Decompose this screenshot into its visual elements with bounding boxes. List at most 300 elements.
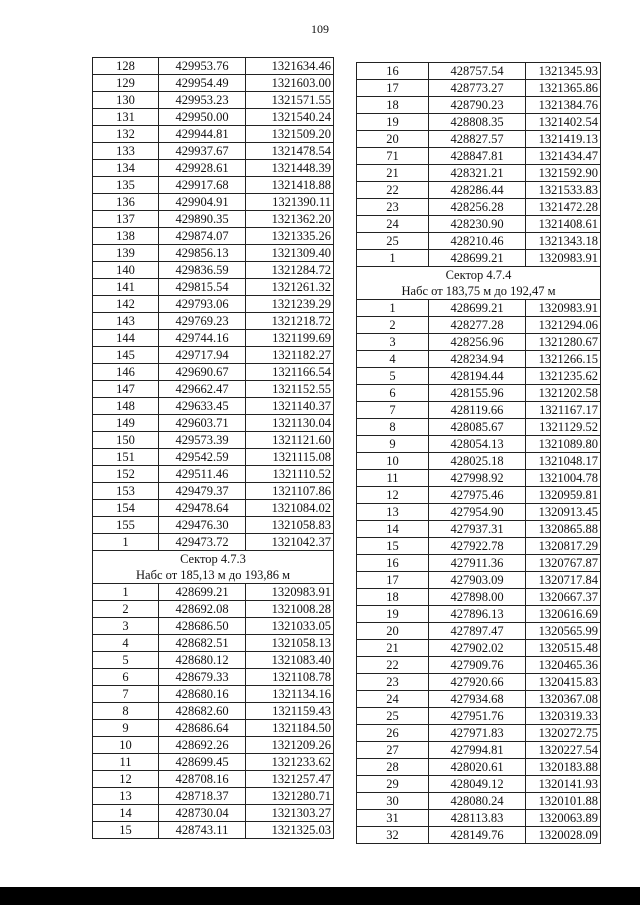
table-row: [93, 364, 334, 381]
point-number-cell: 137: [93, 211, 159, 228]
x-coordinate-cell: 429769.23: [159, 313, 246, 330]
y-coordinate-cell: 1321533.83: [526, 182, 601, 199]
y-coordinate-cell: 1321129.52: [526, 419, 601, 436]
y-coordinate-cell: 1321634.46: [246, 58, 334, 75]
x-coordinate-cell: 428847.81: [429, 148, 526, 165]
y-coordinate-cell: 1321592.90: [526, 165, 601, 182]
y-coordinate-cell: 1321107.86: [246, 483, 334, 500]
y-coordinate-cell: 1321202.58: [526, 385, 601, 402]
table-row: [357, 334, 601, 351]
table-row: [93, 788, 334, 805]
x-coordinate-cell: 429890.35: [159, 211, 246, 228]
y-coordinate-cell: 1320227.54: [526, 742, 601, 759]
point-number-cell: 28: [357, 759, 429, 776]
table-row: [93, 245, 334, 262]
point-number-cell: 4: [357, 351, 429, 368]
point-number-cell: 139: [93, 245, 159, 262]
y-coordinate-cell: 1320983.91: [246, 584, 334, 601]
y-coordinate-cell: 1321110.52: [246, 466, 334, 483]
table-row: [93, 432, 334, 449]
table-row: [357, 470, 601, 487]
point-number-cell: 147: [93, 381, 159, 398]
y-coordinate-cell: 1320817.29: [526, 538, 601, 555]
table-row: [357, 436, 601, 453]
x-coordinate-cell: 428149.76: [429, 827, 526, 844]
y-coordinate-cell: 1321218.72: [246, 313, 334, 330]
y-coordinate-cell: 1321402.54: [526, 114, 601, 131]
x-coordinate-cell: 429478.64: [159, 500, 246, 517]
point-number-cell: 2: [93, 601, 159, 618]
table-row: [357, 63, 601, 80]
x-coordinate-cell: 428679.33: [159, 669, 246, 686]
y-coordinate-cell: 1320415.83: [526, 674, 601, 691]
y-coordinate-cell: 1321280.67: [526, 334, 601, 351]
point-number-cell: 22: [357, 182, 429, 199]
table-row: [93, 483, 334, 500]
point-number-cell: 133: [93, 143, 159, 160]
point-number-cell: 13: [357, 504, 429, 521]
x-coordinate-cell: 427954.90: [429, 504, 526, 521]
point-number-cell: 3: [93, 618, 159, 635]
table-row: [357, 538, 601, 555]
point-number-cell: 145: [93, 347, 159, 364]
x-coordinate-cell: 427951.76: [429, 708, 526, 725]
point-number-cell: 19: [357, 114, 429, 131]
x-coordinate-cell: 428277.28: [429, 317, 526, 334]
y-coordinate-cell: 1321472.28: [526, 199, 601, 216]
right-table-body: [357, 63, 601, 844]
sector-title: Сектор 4.7.3: [180, 552, 246, 566]
point-number-cell: 138: [93, 228, 159, 245]
table-row: [93, 500, 334, 517]
y-coordinate-cell: 1321434.47: [526, 148, 601, 165]
table-row: [357, 759, 601, 776]
x-coordinate-cell: 427934.68: [429, 691, 526, 708]
x-coordinate-cell: 428682.60: [159, 703, 246, 720]
table-row: [93, 330, 334, 347]
table-row: [357, 691, 601, 708]
point-number-cell: 11: [93, 754, 159, 771]
point-number-cell: 25: [357, 233, 429, 250]
x-coordinate-cell: 428827.57: [429, 131, 526, 148]
table-row: [93, 381, 334, 398]
y-coordinate-cell: 1321362.20: [246, 211, 334, 228]
point-number-cell: 26: [357, 725, 429, 742]
x-coordinate-cell: 428113.83: [429, 810, 526, 827]
table-row: [93, 635, 334, 652]
point-number-cell: 16: [357, 63, 429, 80]
table-row: [93, 618, 334, 635]
y-coordinate-cell: 1321233.62: [246, 754, 334, 771]
y-coordinate-cell: 1321115.08: [246, 449, 334, 466]
table-row: [357, 453, 601, 470]
table-row: [357, 233, 601, 250]
x-coordinate-cell: 428054.13: [429, 436, 526, 453]
y-coordinate-cell: 1320028.09: [526, 827, 601, 844]
point-number-cell: 17: [357, 80, 429, 97]
table-row: [357, 182, 601, 199]
table-row: [93, 822, 334, 839]
x-coordinate-cell: 429950.00: [159, 109, 246, 126]
x-coordinate-cell: 427922.78: [429, 538, 526, 555]
table-row: [93, 805, 334, 822]
x-coordinate-cell: 429473.72: [159, 534, 246, 551]
y-coordinate-cell: 1321390.11: [246, 194, 334, 211]
table-row: [93, 262, 334, 279]
point-number-cell: 130: [93, 92, 159, 109]
point-number-cell: 23: [357, 674, 429, 691]
y-coordinate-cell: 1321419.13: [526, 131, 601, 148]
table-row: [357, 793, 601, 810]
x-coordinate-cell: 428743.11: [159, 822, 246, 839]
x-coordinate-cell: 428234.94: [429, 351, 526, 368]
x-coordinate-cell: 428155.96: [429, 385, 526, 402]
x-coordinate-cell: 429904.91: [159, 194, 246, 211]
table-row: [93, 177, 334, 194]
table-row: [93, 126, 334, 143]
y-coordinate-cell: 1320141.93: [526, 776, 601, 793]
x-coordinate-cell: 429937.67: [159, 143, 246, 160]
point-number-cell: 149: [93, 415, 159, 432]
y-coordinate-cell: 1321033.05: [246, 618, 334, 635]
table-row: [93, 296, 334, 313]
table-row: [93, 143, 334, 160]
x-coordinate-cell: 428699.21: [429, 300, 526, 317]
table-row: [93, 228, 334, 245]
x-coordinate-cell: 428692.08: [159, 601, 246, 618]
point-number-cell: 1: [357, 300, 429, 317]
x-coordinate-cell: 429944.81: [159, 126, 246, 143]
table-row: [357, 487, 601, 504]
table-row: [93, 92, 334, 109]
sector-header: [357, 267, 601, 300]
y-coordinate-cell: 1321152.55: [246, 381, 334, 398]
x-coordinate-cell: 427903.09: [429, 572, 526, 589]
table-row: [357, 317, 601, 334]
point-number-cell: 6: [93, 669, 159, 686]
y-coordinate-cell: 1321084.02: [246, 500, 334, 517]
table-row: [93, 313, 334, 330]
y-coordinate-cell: 1320616.69: [526, 606, 601, 623]
x-coordinate-cell: 429662.47: [159, 381, 246, 398]
x-coordinate-cell: 429928.61: [159, 160, 246, 177]
point-number-cell: 16: [357, 555, 429, 572]
table-row: [357, 623, 601, 640]
point-number-cell: 4: [93, 635, 159, 652]
y-coordinate-cell: 1321182.27: [246, 347, 334, 364]
x-coordinate-cell: 428699.21: [159, 584, 246, 601]
y-coordinate-cell: 1321325.03: [246, 822, 334, 839]
point-number-cell: 27: [357, 742, 429, 759]
x-coordinate-cell: 428256.28: [429, 199, 526, 216]
point-number-cell: 25: [357, 708, 429, 725]
x-coordinate-cell: 428682.51: [159, 635, 246, 652]
table-row: [93, 109, 334, 126]
y-coordinate-cell: 1321130.04: [246, 415, 334, 432]
y-coordinate-cell: 1321509.20: [246, 126, 334, 143]
y-coordinate-cell: 1321284.72: [246, 262, 334, 279]
table-row: [357, 250, 601, 267]
table-row: [93, 686, 334, 703]
y-coordinate-cell: 1321199.69: [246, 330, 334, 347]
y-coordinate-cell: 1321280.71: [246, 788, 334, 805]
x-coordinate-cell: 429476.30: [159, 517, 246, 534]
point-number-cell: 154: [93, 500, 159, 517]
point-number-cell: 23: [357, 199, 429, 216]
point-number-cell: 6: [357, 385, 429, 402]
y-coordinate-cell: 1321235.62: [526, 368, 601, 385]
table-row: [357, 521, 601, 538]
x-coordinate-cell: 428757.54: [429, 63, 526, 80]
table-row: [93, 449, 334, 466]
x-coordinate-cell: 427998.92: [429, 470, 526, 487]
table-row: [93, 652, 334, 669]
sector-header: [93, 551, 334, 584]
y-coordinate-cell: 1321140.37: [246, 398, 334, 415]
point-number-cell: 142: [93, 296, 159, 313]
table-row: [357, 385, 601, 402]
sector-height-range: Набс от 183,75 м до 192,47 м: [401, 284, 556, 298]
x-coordinate-cell: 429511.46: [159, 466, 246, 483]
x-coordinate-cell: 429542.59: [159, 449, 246, 466]
point-number-cell: 152: [93, 466, 159, 483]
table-row: [357, 555, 601, 572]
point-number-cell: 131: [93, 109, 159, 126]
y-coordinate-cell: 1321603.00: [246, 75, 334, 92]
table-row: [357, 640, 601, 657]
table-row: [357, 114, 601, 131]
y-coordinate-cell: 1321004.78: [526, 470, 601, 487]
table-row: [93, 703, 334, 720]
point-number-cell: 8: [93, 703, 159, 720]
point-number-cell: 13: [93, 788, 159, 805]
y-coordinate-cell: 1321239.29: [246, 296, 334, 313]
point-number-cell: 134: [93, 160, 159, 177]
point-number-cell: 7: [93, 686, 159, 703]
x-coordinate-cell: 427971.83: [429, 725, 526, 742]
x-coordinate-cell: 428699.45: [159, 754, 246, 771]
point-number-cell: 9: [357, 436, 429, 453]
table-row: [357, 97, 601, 114]
table-row: [93, 534, 334, 551]
x-coordinate-cell: 429954.49: [159, 75, 246, 92]
y-coordinate-cell: 1321384.76: [526, 97, 601, 114]
table-row: [93, 737, 334, 754]
point-number-cell: 22: [357, 657, 429, 674]
x-coordinate-cell: 428210.46: [429, 233, 526, 250]
table-row: [93, 771, 334, 788]
table-row: [357, 131, 601, 148]
point-number-cell: 10: [357, 453, 429, 470]
y-coordinate-cell: 1320319.33: [526, 708, 601, 725]
y-coordinate-cell: 1321365.86: [526, 80, 601, 97]
y-coordinate-cell: 1320959.81: [526, 487, 601, 504]
x-coordinate-cell: 428686.64: [159, 720, 246, 737]
x-coordinate-cell: 429953.76: [159, 58, 246, 75]
point-number-cell: 148: [93, 398, 159, 415]
x-coordinate-cell: 429815.54: [159, 279, 246, 296]
y-coordinate-cell: 1321108.78: [246, 669, 334, 686]
y-coordinate-cell: 1321303.27: [246, 805, 334, 822]
point-number-cell: 18: [357, 97, 429, 114]
x-coordinate-cell: 428790.23: [429, 97, 526, 114]
y-coordinate-cell: 1320767.87: [526, 555, 601, 572]
y-coordinate-cell: 1320983.91: [526, 250, 601, 267]
sector-header-row: [357, 267, 601, 300]
y-coordinate-cell: 1321408.61: [526, 216, 601, 233]
point-number-cell: 5: [93, 652, 159, 669]
table-row: [93, 517, 334, 534]
point-number-cell: 128: [93, 58, 159, 75]
x-coordinate-cell: 429856.13: [159, 245, 246, 262]
table-row: [93, 398, 334, 415]
table-row: [93, 466, 334, 483]
x-coordinate-cell: 429874.07: [159, 228, 246, 245]
x-coordinate-cell: 429690.67: [159, 364, 246, 381]
x-coordinate-cell: 429917.68: [159, 177, 246, 194]
table-row: [93, 279, 334, 296]
table-row: [357, 810, 601, 827]
point-number-cell: 141: [93, 279, 159, 296]
point-number-cell: 8: [357, 419, 429, 436]
x-coordinate-cell: 429717.94: [159, 347, 246, 364]
y-coordinate-cell: 1321048.17: [526, 453, 601, 470]
table-row: [357, 776, 601, 793]
point-number-cell: 29: [357, 776, 429, 793]
y-coordinate-cell: 1321448.39: [246, 160, 334, 177]
table-row: [357, 725, 601, 742]
y-coordinate-cell: 1320667.37: [526, 589, 601, 606]
left-coordinates-table: [92, 57, 334, 839]
x-coordinate-cell: 427898.00: [429, 589, 526, 606]
y-coordinate-cell: 1320101.88: [526, 793, 601, 810]
x-coordinate-cell: 427902.02: [429, 640, 526, 657]
table-row: [357, 80, 601, 97]
y-coordinate-cell: 1321343.18: [526, 233, 601, 250]
x-coordinate-cell: 429836.59: [159, 262, 246, 279]
y-coordinate-cell: 1321571.55: [246, 92, 334, 109]
y-coordinate-cell: 1321540.24: [246, 109, 334, 126]
table-row: [357, 606, 601, 623]
table-row: [93, 58, 334, 75]
y-coordinate-cell: 1321209.26: [246, 737, 334, 754]
y-coordinate-cell: 1321121.60: [246, 432, 334, 449]
y-coordinate-cell: 1321261.32: [246, 279, 334, 296]
point-number-cell: 7: [357, 402, 429, 419]
x-coordinate-cell: 427897.47: [429, 623, 526, 640]
point-number-cell: 18: [357, 589, 429, 606]
x-coordinate-cell: 428699.21: [429, 250, 526, 267]
x-coordinate-cell: 428080.24: [429, 793, 526, 810]
table-row: [93, 415, 334, 432]
x-coordinate-cell: 428718.37: [159, 788, 246, 805]
x-coordinate-cell: 428230.90: [429, 216, 526, 233]
x-coordinate-cell: 428321.21: [429, 165, 526, 182]
point-number-cell: 5: [357, 368, 429, 385]
point-number-cell: 12: [93, 771, 159, 788]
point-number-cell: 129: [93, 75, 159, 92]
point-number-cell: 135: [93, 177, 159, 194]
y-coordinate-cell: 1320063.89: [526, 810, 601, 827]
point-number-cell: 151: [93, 449, 159, 466]
y-coordinate-cell: 1321042.37: [246, 534, 334, 551]
x-coordinate-cell: 428119.66: [429, 402, 526, 419]
table-row: [357, 148, 601, 165]
table-row: [357, 419, 601, 436]
x-coordinate-cell: 428194.44: [429, 368, 526, 385]
y-coordinate-cell: 1321309.40: [246, 245, 334, 262]
point-number-cell: 1: [93, 534, 159, 551]
x-coordinate-cell: 429793.06: [159, 296, 246, 313]
table-row: [357, 216, 601, 233]
x-coordinate-cell: 429603.71: [159, 415, 246, 432]
point-number-cell: 146: [93, 364, 159, 381]
y-coordinate-cell: 1320913.45: [526, 504, 601, 521]
sector-header-row: [93, 551, 334, 584]
point-number-cell: 20: [357, 623, 429, 640]
scan-bottom-edge: [0, 887, 640, 905]
table-row: [357, 657, 601, 674]
point-number-cell: 1: [93, 584, 159, 601]
table-row: [357, 368, 601, 385]
y-coordinate-cell: 1321266.15: [526, 351, 601, 368]
table-row: [357, 674, 601, 691]
x-coordinate-cell: 428286.44: [429, 182, 526, 199]
y-coordinate-cell: 1321008.28: [246, 601, 334, 618]
point-number-cell: 144: [93, 330, 159, 347]
y-coordinate-cell: 1321166.54: [246, 364, 334, 381]
table-row: [357, 742, 601, 759]
x-coordinate-cell: 428085.67: [429, 419, 526, 436]
table-row: [357, 165, 601, 182]
y-coordinate-cell: 1321083.40: [246, 652, 334, 669]
table-row: [357, 827, 601, 844]
y-coordinate-cell: 1321058.83: [246, 517, 334, 534]
point-number-cell: 153: [93, 483, 159, 500]
table-row: [357, 199, 601, 216]
table-row: [93, 211, 334, 228]
y-coordinate-cell: 1321257.47: [246, 771, 334, 788]
x-coordinate-cell: 428680.12: [159, 652, 246, 669]
point-number-cell: 150: [93, 432, 159, 449]
point-number-cell: 31: [357, 810, 429, 827]
point-number-cell: 132: [93, 126, 159, 143]
point-number-cell: 9: [93, 720, 159, 737]
x-coordinate-cell: 429953.23: [159, 92, 246, 109]
sector-height-range: Набс от 185,13 м до 193,86 м: [136, 568, 290, 582]
point-number-cell: 19: [357, 606, 429, 623]
point-number-cell: 24: [357, 691, 429, 708]
table-row: [357, 351, 601, 368]
table-row: [93, 75, 334, 92]
point-number-cell: 20: [357, 131, 429, 148]
right-coordinates-table: [356, 62, 601, 844]
y-coordinate-cell: 1321159.43: [246, 703, 334, 720]
table-row: [93, 584, 334, 601]
table-row: [93, 754, 334, 771]
y-coordinate-cell: 1320865.88: [526, 521, 601, 538]
x-coordinate-cell: 429633.45: [159, 398, 246, 415]
x-coordinate-cell: 428049.12: [429, 776, 526, 793]
x-coordinate-cell: 427896.13: [429, 606, 526, 623]
y-coordinate-cell: 1320465.36: [526, 657, 601, 674]
y-coordinate-cell: 1321345.93: [526, 63, 601, 80]
table-row: [93, 194, 334, 211]
point-number-cell: 3: [357, 334, 429, 351]
y-coordinate-cell: 1320272.75: [526, 725, 601, 742]
table-row: [93, 601, 334, 618]
y-coordinate-cell: 1321089.80: [526, 436, 601, 453]
